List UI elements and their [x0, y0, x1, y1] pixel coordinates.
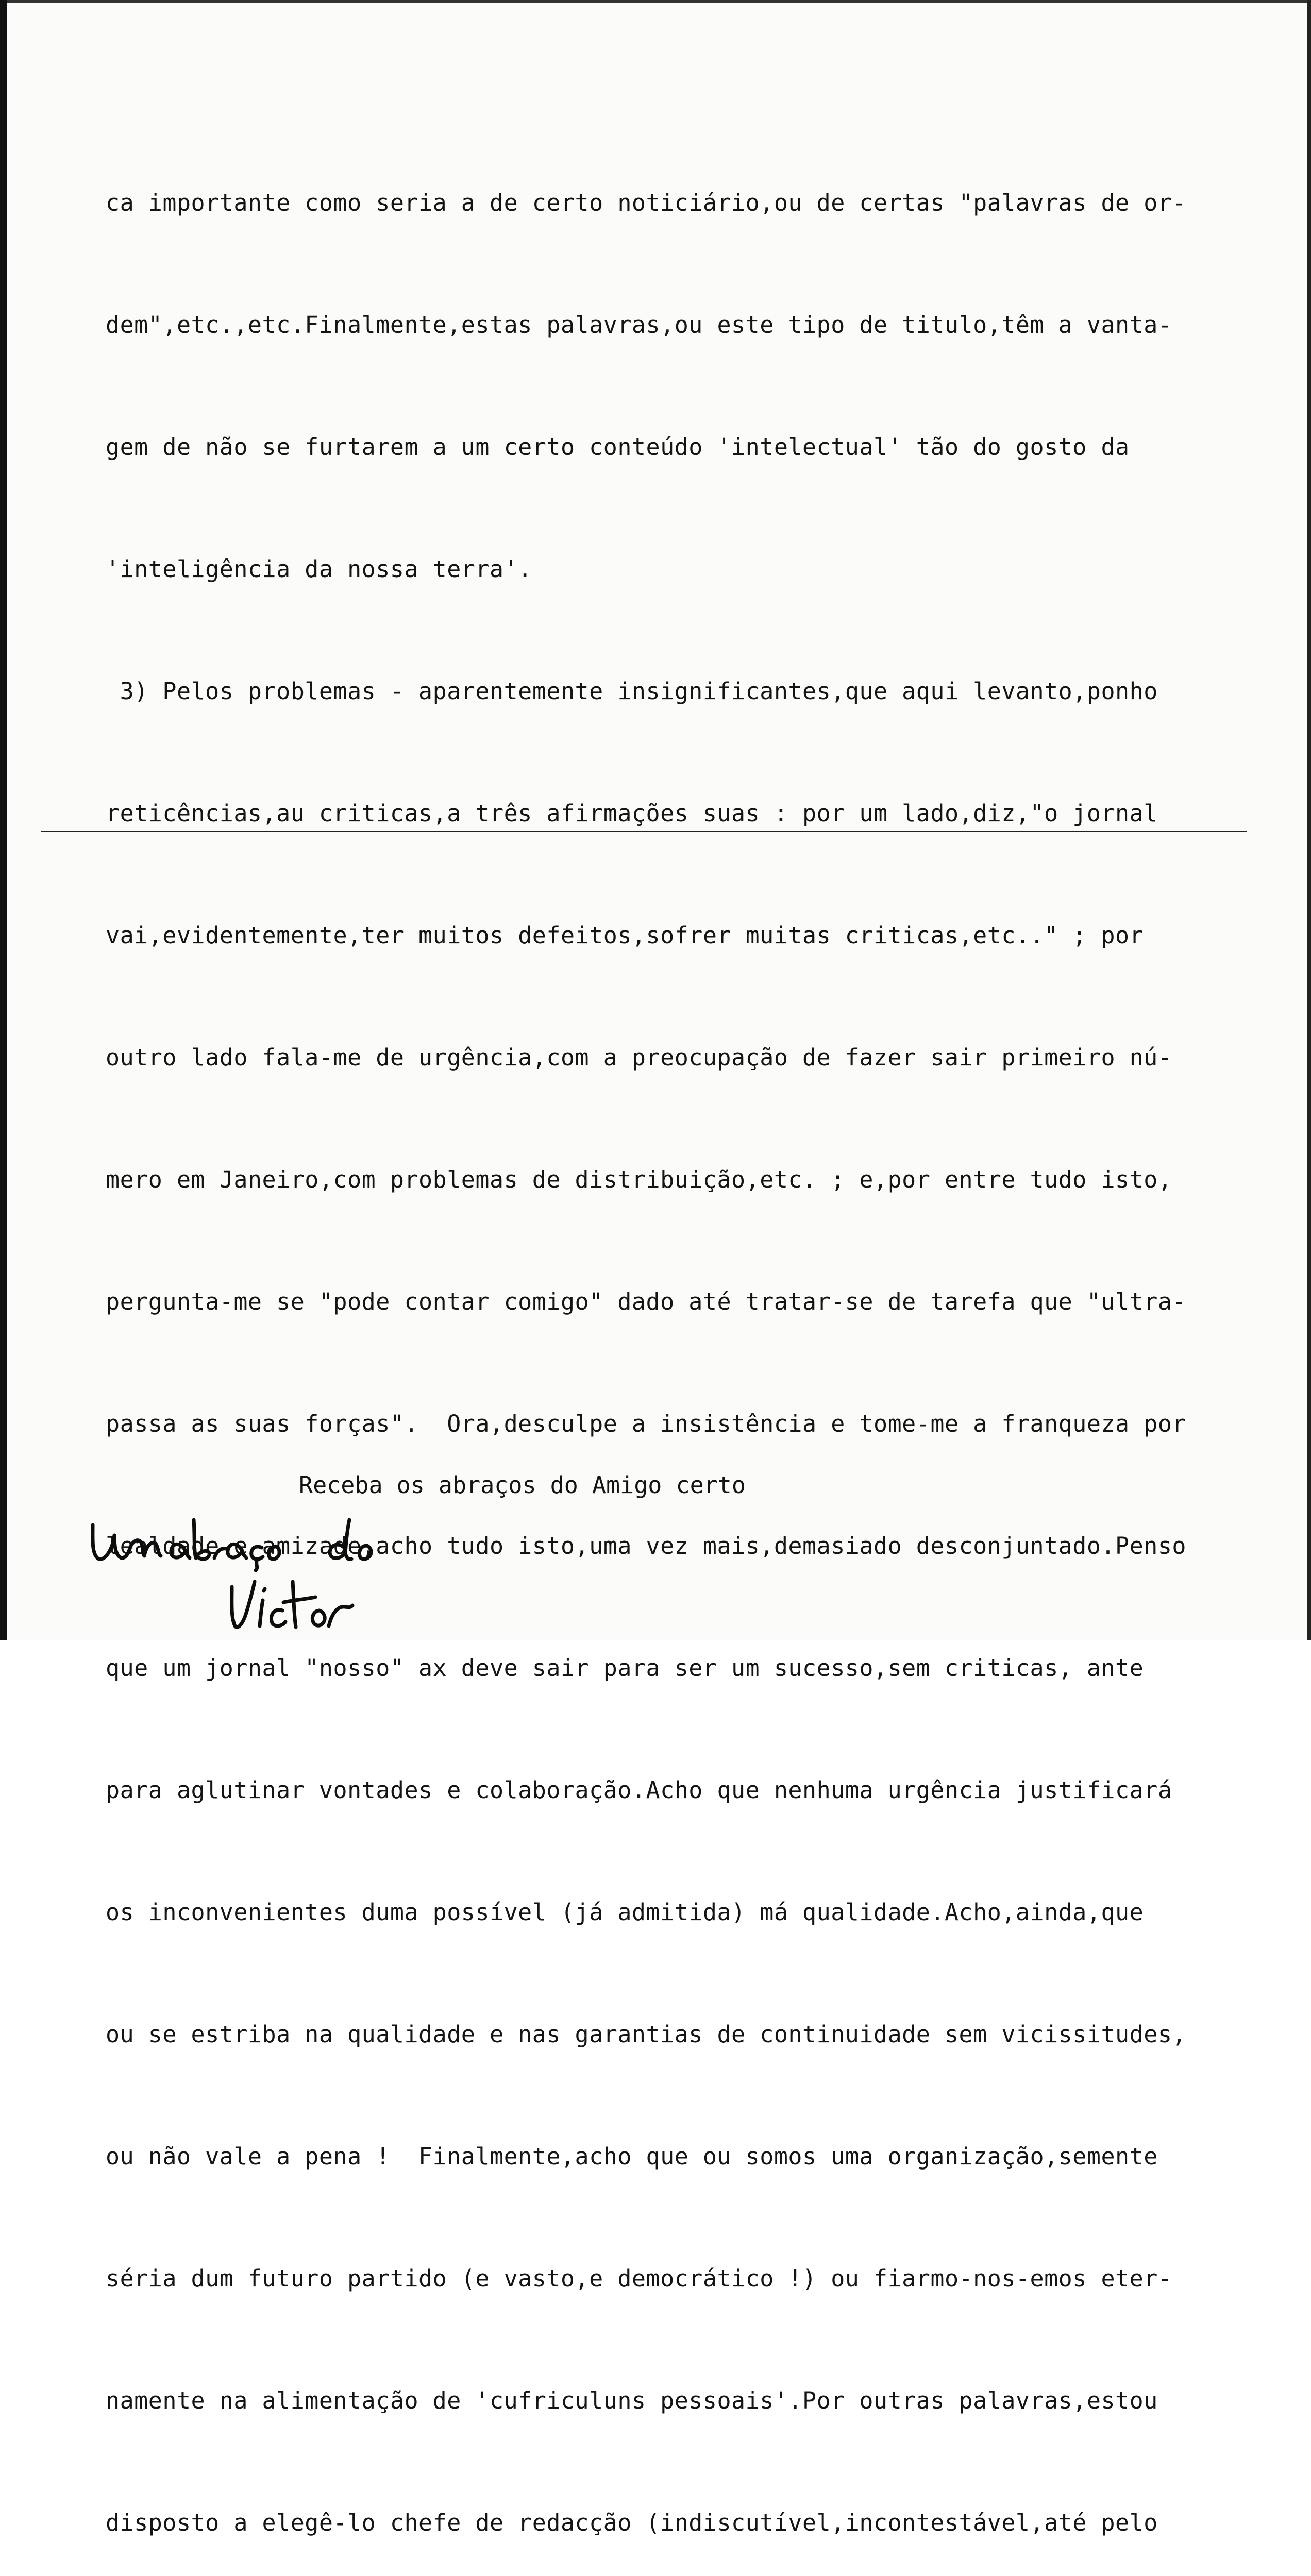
- letter-line: para aglutinar vontades e colaboração.Acho que nenhuma urgência justificará: [106, 1776, 1172, 1804]
- letter-line: reticências,au criticas,a três afirmações suas : por um lado,diz,"o jornal: [106, 800, 1158, 827]
- letter-line: os inconvenientes duma possível (já admitida) má qualidade.Acho,ainda,que: [106, 1899, 1144, 1926]
- letter-line: gem de não se furtarem a um certo conteúdo 'intelectual' tão do gosto da: [106, 433, 1130, 461]
- letter-line: outro lado fala-me de urgência,com a preocupação de fazer sair primeiro nú-: [106, 1044, 1172, 1071]
- letter-line: 'inteligência da nossa terra'.: [106, 555, 532, 583]
- letter-line: que um jornal "nosso" ax deve sair para ser um sucesso,sem criticas, ante: [106, 1654, 1144, 1682]
- letter-line: lealdade e amizade,acho tudo isto,uma vez mais,demasiado desconjuntado.Penso: [106, 1532, 1187, 1560]
- letter-line: passa as suas forças". Ora,desculpe a insistência e tome-me a franqueza por: [106, 1410, 1187, 1437]
- letter-line: 3) Pelos problemas - aparentemente insignificantes,que aqui levanto,ponho: [106, 677, 1158, 705]
- letter-body: [106, 101, 1260, 2576]
- letter-line: ou não vale a pena ! Finalmente,acho que ou somos uma organização,semente: [106, 2143, 1158, 2170]
- closing-line: Receba os abraços do Amigo certo: [299, 1471, 746, 1499]
- letter-line: namente na alimentação de 'cufriculuns pessoais'.Por outras palavras,estou: [106, 2387, 1158, 2414]
- letter-line: disposto a elegê-lo chefe de redacção (indiscutível,incontestável,até pelo: [106, 2509, 1158, 2536]
- scan-edge-left: [0, 0, 7, 1640]
- letter-line: ou se estriba na qualidade e nas garantias de continuidade sem vicissitudes,: [106, 2021, 1187, 2048]
- letter-line: mero em Janeiro,com problemas de distribuição,etc. ; e,por entre tudo isto,: [106, 1166, 1172, 1193]
- letter-line: pergunta-me se "pode contar comigo" dado até tratar-se de tarefa que "ultra-: [106, 1288, 1187, 1315]
- letter-line: séria dum futuro partido (e vasto,e democrático !) ou fiarmo-nos-emos eter-: [106, 2265, 1172, 2292]
- strikethrough-rule: [41, 831, 1247, 832]
- letter-line: ca importante como seria a de certo noticiário,ou de certas "palavras de or-: [106, 189, 1187, 216]
- scan-edge-top: [0, 0, 1311, 3]
- scan-edge-right: [1307, 0, 1311, 1640]
- letter-line: vai,evidentemente,ter muitos defeitos,sofrer muitas criticas,etc.." ; por: [106, 922, 1144, 949]
- letter-line: dem",etc.,etc.Finalmente,estas palavras,ou este tipo de titulo,têm a vanta-: [106, 311, 1172, 338]
- signature-drawing: [77, 1504, 541, 1638]
- handwritten-signature: [77, 1504, 541, 1638]
